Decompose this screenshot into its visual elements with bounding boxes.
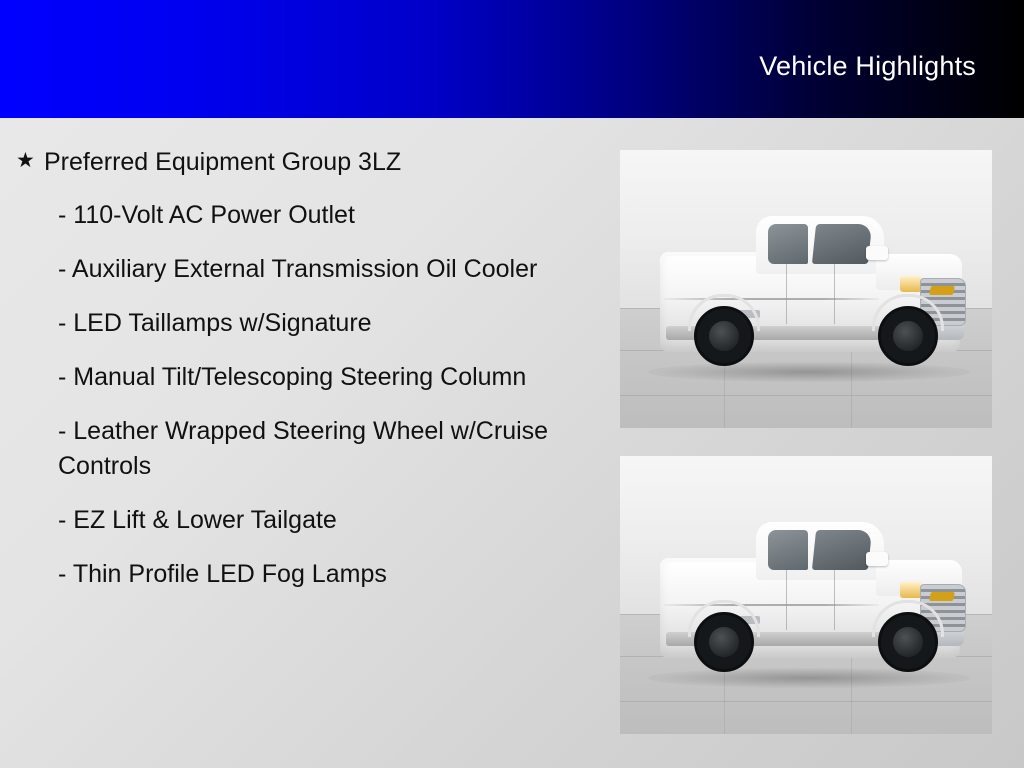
vehicle-photo-gallery xyxy=(620,150,992,762)
truck-illustration xyxy=(638,194,978,390)
list-item: - EZ Lift & Lower Tailgate xyxy=(58,506,337,534)
list-item: - LED Taillamps w/Signature xyxy=(58,309,372,337)
star-icon: ★ xyxy=(16,149,35,172)
vehicle-photo-1 xyxy=(620,150,992,428)
list-item: - Thin Profile LED Fog Lamps xyxy=(58,560,387,588)
list-item: - Leather Wrapped Steering Wheel w/Cruise Controls xyxy=(58,417,549,480)
page-title: Vehicle Highlights xyxy=(759,51,976,81)
list-item xyxy=(14,144,594,179)
list-item: - 110-Volt AC Power Outlet xyxy=(58,201,355,229)
slide-content xyxy=(0,118,1024,768)
bullet-text: Preferred Equipment Group 3LZ xyxy=(44,148,402,176)
vehicle-photo-2 xyxy=(620,456,992,734)
truck-illustration xyxy=(638,500,978,696)
highlights-list xyxy=(14,144,594,592)
list-item: - Manual Tilt/Telescoping Steering Column xyxy=(58,363,527,391)
list-item: - Auxiliary External Transmission Oil Cooler xyxy=(58,255,538,283)
